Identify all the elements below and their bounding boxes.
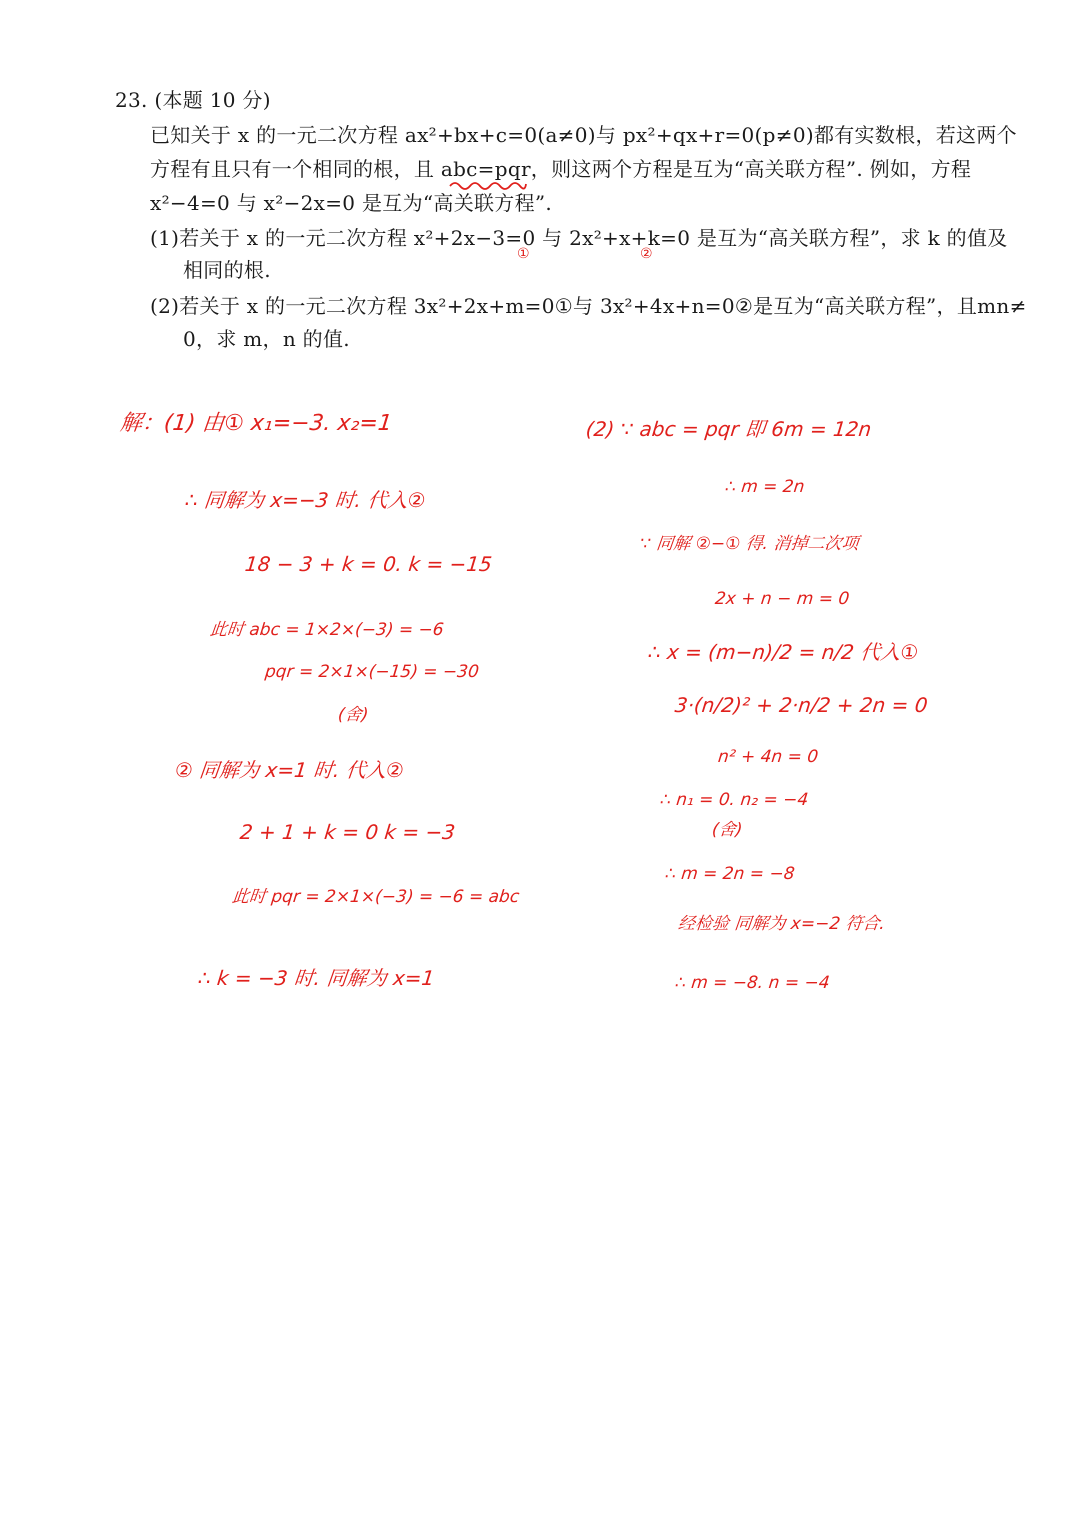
solution-line: ∴ k = −3 时. 同解为 x=1 [196, 966, 436, 990]
solution-line: ∴ m = 2n = −8 [663, 864, 796, 884]
question-1-line: (1)若关于 x 的一元二次方程 x²+2x−3=0 与 2x²+x+k=0 是互为“高关联方程”，求 k 的值及 [150, 226, 1008, 250]
question-2-line: 0，求 m，n 的值. [183, 327, 350, 351]
solution-line: 经检验 同解为 x=−2 符合. [676, 914, 887, 934]
problem-text-line: 方程有且只有一个相同的根，且 abc=pqr，则这两个方程是互为“高关联方程”. 例如，方程 [150, 157, 972, 181]
solution-line: 3·(n/2)² + 2·n/2 + 2n = 0 [673, 693, 929, 717]
problem-header: 23. (本题 10 分) [115, 88, 271, 112]
solution-line: ∴ n₁ = 0. n₂ = −4 [658, 790, 810, 810]
solution-line: (舍) [710, 820, 744, 840]
solution-line: 2 + 1 + k = 0 k = −3 [238, 820, 457, 844]
equation-mark-1: ① [517, 246, 530, 262]
solution-line: 解：(1) 由① x₁=−3. x₂=1 [118, 411, 394, 436]
equation-mark-2: ② [640, 246, 653, 262]
solution-line: 18 − 3 + k = 0. k = −15 [243, 552, 494, 576]
problem-text-line: 已知关于 x 的一元二次方程 ax²+bx+c=0(a≠0)与 px²+qx+r=0(p≠0)都有实数根，若这两个 [150, 123, 1017, 147]
solution-line: 此时 abc = 1×2×(−3) = −6 [208, 620, 445, 640]
problem-text-line: x²−4=0 与 x²−2x=0 是互为“高关联方程”. [150, 191, 553, 215]
solution-line: ② 同解为 x=1 时. 代入② [173, 758, 406, 782]
solution-line: n² + 4n = 0 [716, 747, 820, 767]
solution-line: 此时 pqr = 2×1×(−3) = −6 = abc [230, 887, 521, 907]
solution-line: 2x + n − m = 0 [713, 589, 851, 609]
solution-line: ∴ x = (m−n)/2 = n/2 代入① [646, 640, 920, 664]
question-2-line: (2)若关于 x 的一元二次方程 3x²+2x+m=0①与 3x²+4x+n=0②是互为“高关联方程”，且mn≠ [150, 294, 1027, 318]
solution-line: ∵ 同解 ②−① 得. 消掉二次项 [638, 534, 860, 554]
solution-line: (2) ∵ abc = pqr 即 6m = 12n [584, 417, 873, 441]
wavy-underline-annotation [448, 178, 528, 190]
solution-line: pqr = 2×1×(−15) = −30 [263, 662, 480, 682]
solution-line: (舍) [336, 705, 370, 725]
solution-line: ∴ m = −8. n = −4 [673, 973, 831, 993]
solution-line: ∴ m = 2n [723, 477, 806, 497]
question-1-line: 相同的根. [183, 258, 271, 282]
solution-line: ∴ 同解为 x=−3 时. 代入② [183, 488, 427, 512]
